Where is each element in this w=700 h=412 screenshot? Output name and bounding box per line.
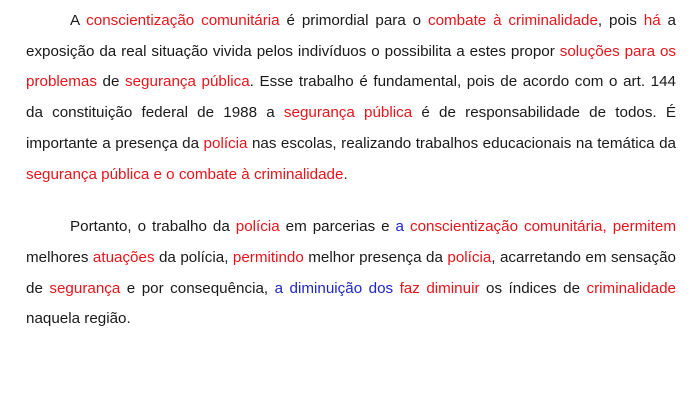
text-segment-blue: a (395, 218, 404, 236)
text-segment-black: nas escolas, realizando trabalhos educacionais na temática da (247, 134, 676, 152)
text-segment-black: naquela região. (26, 310, 131, 328)
text-segment-black: os índices de (479, 279, 587, 297)
text-segment-red: há (643, 12, 661, 29)
text-segment-black: é primordial para o (279, 12, 428, 29)
text-segment-black: a exposição da real situação vivida pelos indivíduos o possibilita a estes propor (26, 12, 676, 60)
text-segment-red: faz diminuir (393, 279, 480, 297)
text-segment-red: conscientização comunitária (86, 12, 280, 29)
text-segment-black: é de responsabilidade de todos. É importante a presença da (26, 104, 676, 152)
text-segment-black: A (70, 12, 87, 29)
text-segment-red: segurança pública (283, 104, 413, 122)
text-segment-red: polícia (203, 134, 248, 152)
text-segment-red: permitindo (232, 248, 304, 266)
text-segment-red: conscientização comunitária, permitem (404, 218, 676, 236)
document-body (26, 6, 676, 335)
text-segment-red: criminalidade (586, 279, 676, 297)
text-segment-black: em parcerias e (279, 218, 396, 236)
text-segment-red: segurança (49, 279, 121, 297)
text-segment-red: polícia (447, 248, 492, 266)
text-segment-black: melhor presença da (303, 248, 448, 266)
text-segment-red: soluções para os problemas (26, 42, 676, 91)
text-segment-red: combate à criminalidade (427, 12, 598, 29)
text-segment-red: polícia (235, 218, 280, 236)
text-segment-black: , acarretando em sensação de (26, 248, 676, 297)
text-segment-black: da polícia, (154, 248, 233, 266)
text-segment-red: atuações (92, 248, 155, 266)
text-segment-black: melhores (26, 248, 93, 266)
paragraph-1 (26, 6, 676, 190)
text-segment-red: segurança pública e o combate à criminalidade (26, 165, 344, 183)
text-segment-black: . (343, 165, 348, 183)
paragraph-2 (26, 212, 676, 335)
text-segment-black: de (96, 73, 126, 91)
text-segment-blue: a diminuição dos (274, 279, 394, 297)
text-segment-black: e por consequência, (120, 279, 275, 297)
text-segment-black: , pois (597, 12, 644, 29)
text-segment-black: . Esse trabalho é fundamental, pois de acordo com o art. 144 da constituição federal de 1988 a (26, 73, 676, 122)
text-segment-red: segurança pública (125, 73, 250, 91)
text-segment-black: Portanto, o trabalho da (70, 218, 236, 236)
